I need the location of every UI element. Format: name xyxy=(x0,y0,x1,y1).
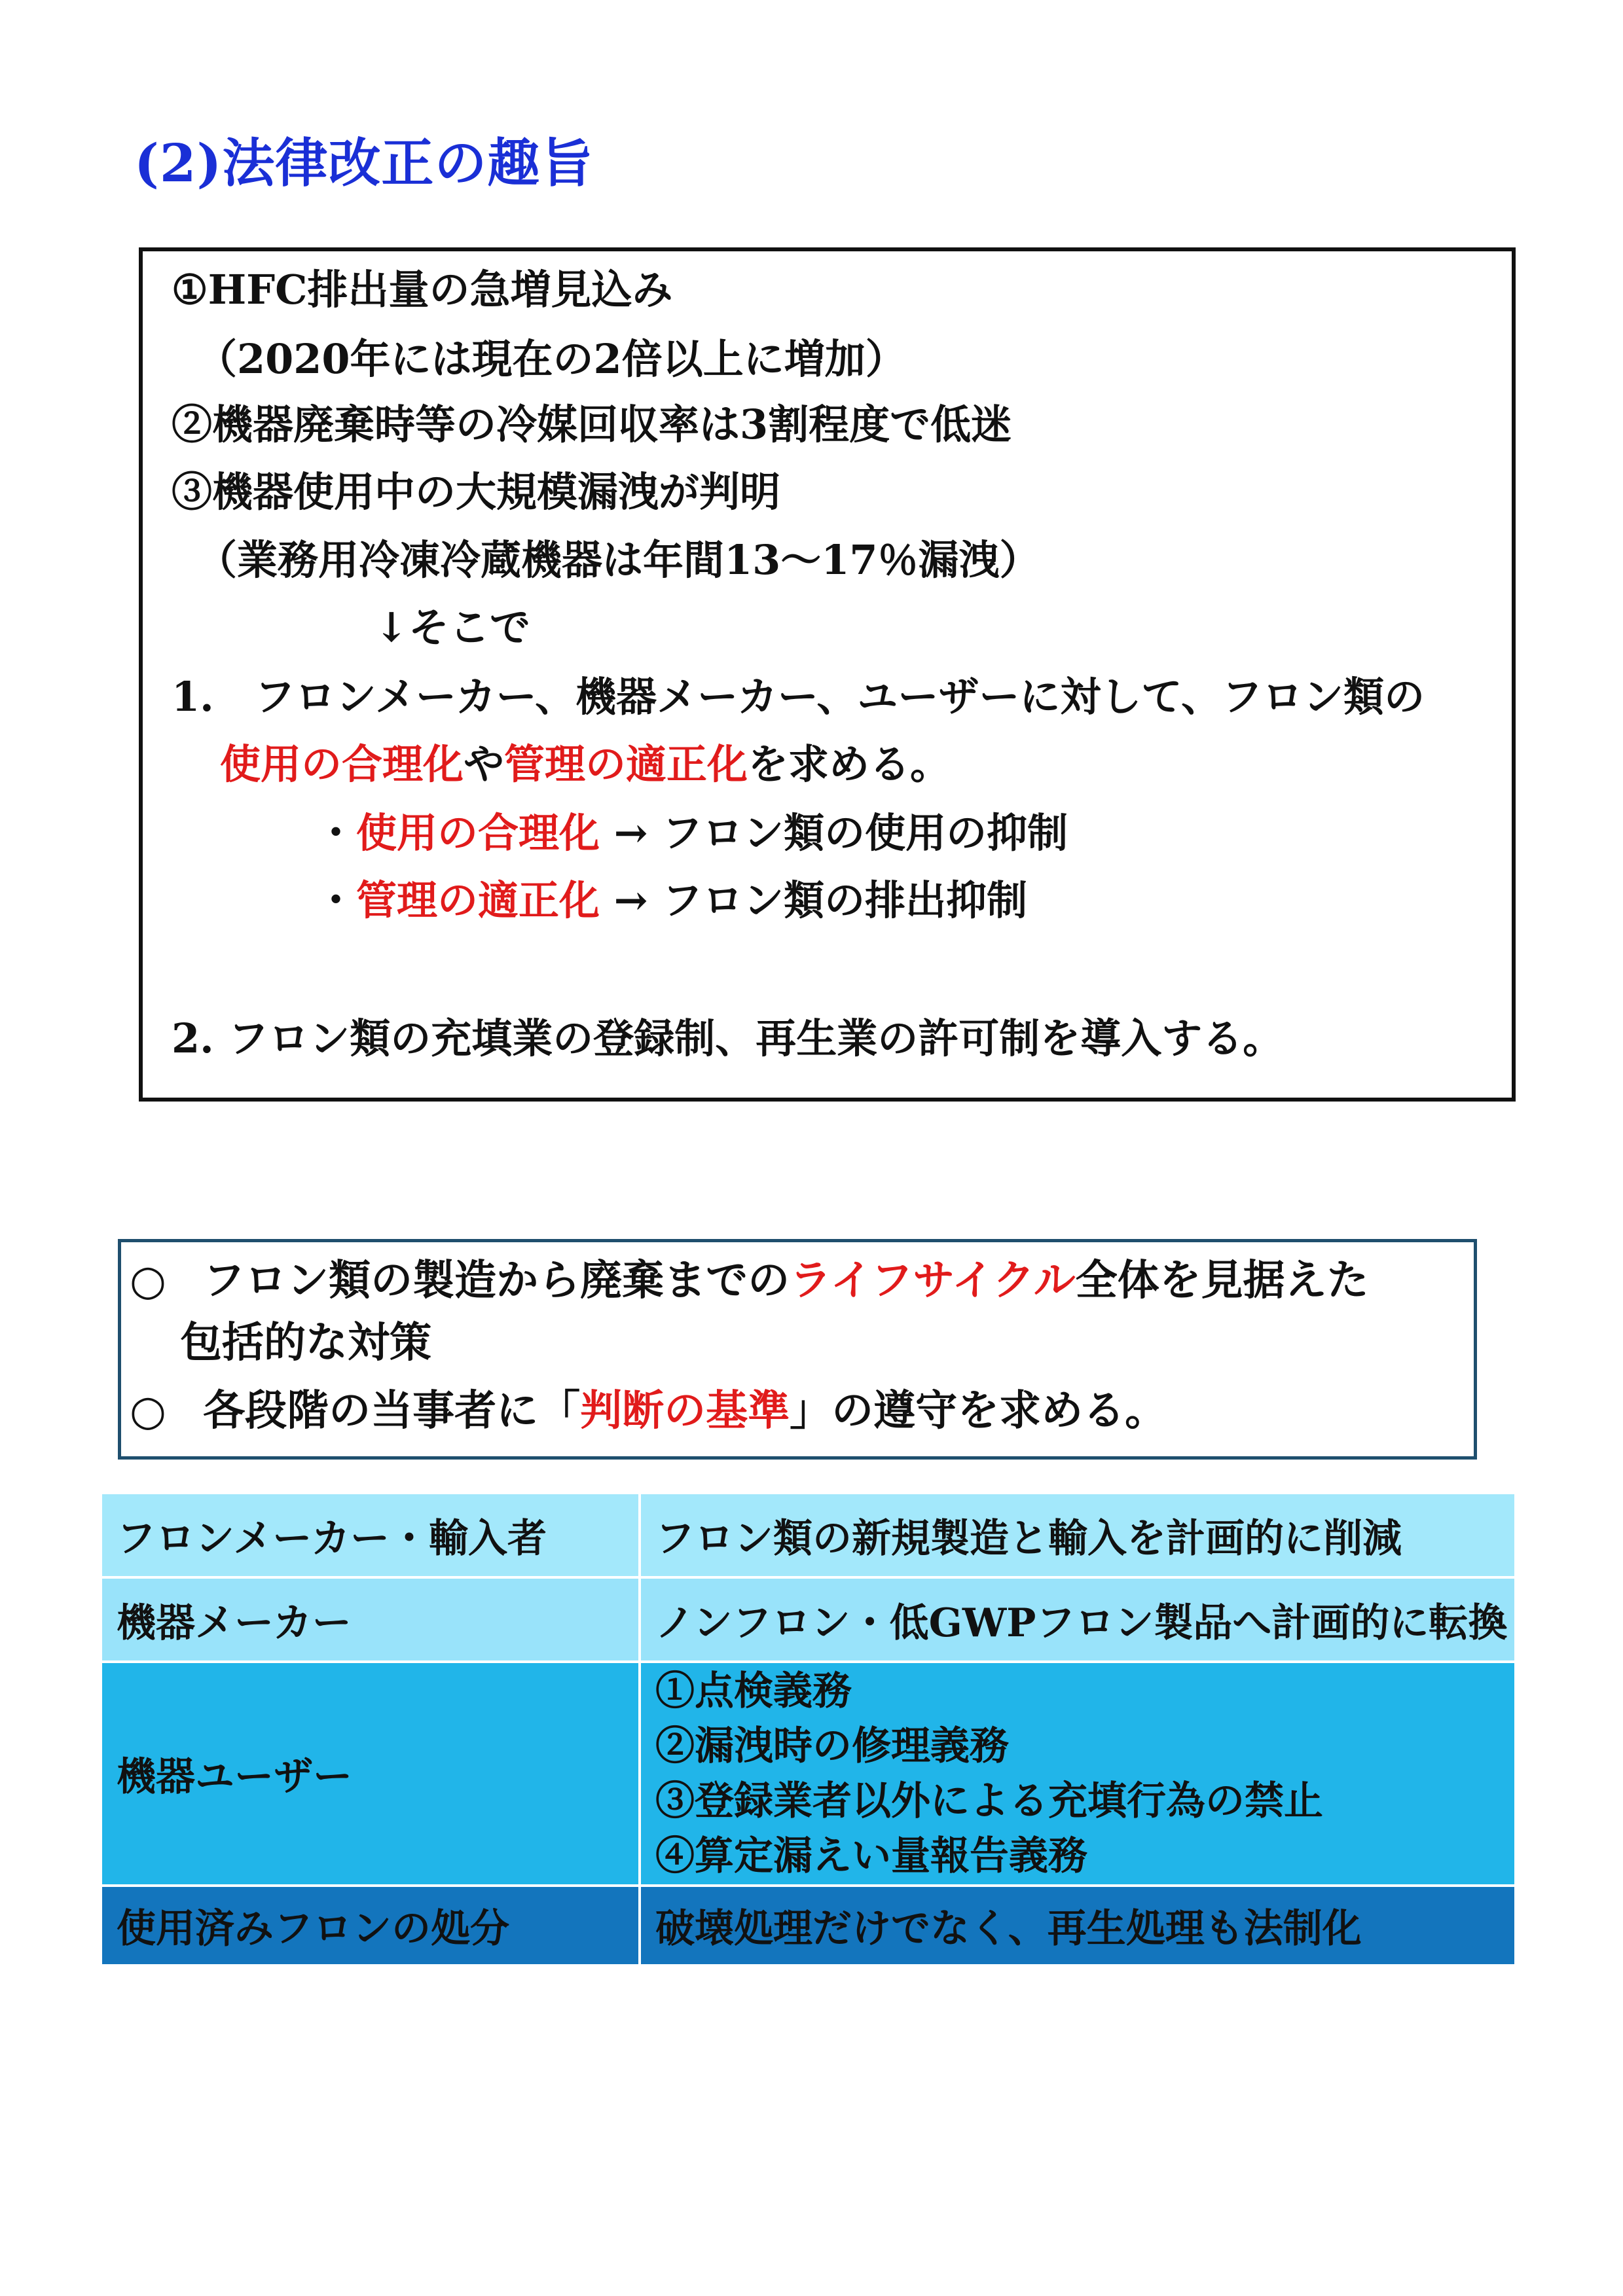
table-row xyxy=(101,1493,1516,1577)
summary-item-1-pre: フロン類の製造から廃棄までの xyxy=(203,1256,790,1305)
summary-item-2-post: 」の遵守を求める。 xyxy=(790,1386,1167,1435)
measure-cell: ノンフロン・低GWPフロン製品へ計画的に転換 xyxy=(640,1577,1516,1662)
proper-management-term: 管理の適正化 xyxy=(504,740,748,788)
summary-item-1-continued: 包括的な対策 xyxy=(180,1318,431,1367)
summary-item-1-post: 全体を見据えた xyxy=(1075,1256,1369,1305)
reason-2: ②機器廃棄時等の冷媒回収率は3割程度で低迷 xyxy=(172,401,1012,448)
circle-bullet: ○ xyxy=(130,1256,166,1305)
point-1-continued xyxy=(220,740,951,788)
reason-3-note: （業務用冷凍冷蔵機器は年間13～17％漏洩） xyxy=(196,536,1040,584)
bullet-desc: → フロン類の排出抑制 xyxy=(600,876,1028,924)
table-row xyxy=(101,1577,1516,1662)
point-1: 1. フロンメーカー、機器メーカー、ユーザーに対して、フロン類の xyxy=(172,673,1425,721)
request-text: を求める。 xyxy=(748,740,951,788)
actor-cell: 使用済みフロンの処分 xyxy=(101,1886,640,1965)
lifecycle-term: ライフサイクル xyxy=(790,1256,1076,1305)
duty-item: ③登録業者以外による充填行為の禁止 xyxy=(655,1778,1323,1824)
section-title: (2)法律改正の趣旨 xyxy=(134,132,594,194)
actor-cell: フロンメーカー・輸入者 xyxy=(101,1493,640,1577)
rationalization-term: 使用の合理化 xyxy=(220,740,464,788)
measures-table xyxy=(100,1492,1517,1967)
bullet-term: 管理の適正化 xyxy=(356,876,600,924)
measure-cell: フロン類の新規製造と輸入を計画的に削減 xyxy=(640,1493,1516,1577)
duty-item: ①点検義務 xyxy=(655,1668,852,1714)
reason-1: ①HFC排出量の急増見込み xyxy=(172,266,673,314)
actor-cell: 機器ユーザー xyxy=(101,1662,640,1886)
duty-item: ④算定漏えい量報告義務 xyxy=(655,1833,1087,1879)
duties-cell xyxy=(640,1662,1516,1886)
bullet-rationalization xyxy=(316,809,1068,857)
measure-cell: 破壊処理だけでなく、再生処理も法制化 xyxy=(640,1886,1516,1965)
duty-item: ②漏洩時の修理義務 xyxy=(655,1723,1009,1769)
bullet-dot: ・ xyxy=(316,809,357,857)
summary-item-2 xyxy=(130,1386,1167,1435)
table-row xyxy=(101,1662,1516,1886)
therefore-arrow: ↓そこで xyxy=(374,603,530,651)
bullet-term: 使用の合理化 xyxy=(356,809,600,857)
summary-item-1 xyxy=(130,1256,1369,1305)
reason-1-note: （2020年には現在の2倍以上に増加） xyxy=(196,335,906,383)
duty-list xyxy=(655,1664,1500,1884)
point-2: 2. フロン類の充填業の登録制、再生業の許可制を導入する。 xyxy=(172,1014,1284,1062)
conjunction-text: や xyxy=(464,740,505,788)
bullet-desc: → フロン類の使用の抑制 xyxy=(600,809,1068,857)
actor-cell: 機器メーカー xyxy=(101,1577,640,1662)
circle-bullet: ○ xyxy=(130,1386,166,1435)
bullet-proper-management xyxy=(316,876,1028,924)
reason-3: ③機器使用中の大規模漏洩が判明 xyxy=(172,468,781,516)
bullet-dot: ・ xyxy=(316,876,357,924)
judgment-criteria-term: 判断の基準 xyxy=(580,1386,790,1435)
summary-item-2-pre: 各段階の当事者に「 xyxy=(203,1386,581,1435)
table-row xyxy=(101,1886,1516,1965)
